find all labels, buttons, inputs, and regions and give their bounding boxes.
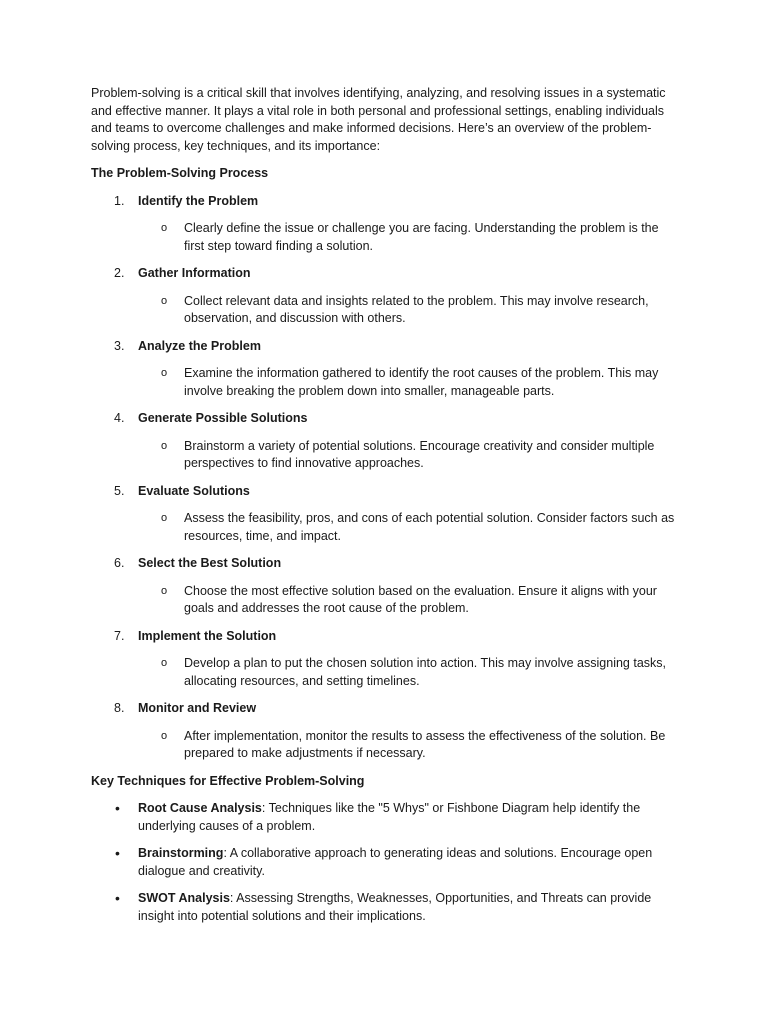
circle-bullet-icon: o: [161, 584, 168, 597]
intro-paragraph: Problem-solving is a critical skill that involves identifying, analyzing, and resolving issues in a systematic and effective manner. It plays a vital role in both personal and professional settings, enabling individuals and teams to overcome challenges and make informed decisions. Here’s an overview of the problem-solving process, key techniques, and its importance:: [91, 86, 666, 153]
technique-description: : Techniques like the "5 Whys" or Fishbone Diagram help identify the underlying causes of a problem.: [138, 801, 641, 833]
step-number: 6.: [114, 556, 125, 570]
circle-bullet-icon: o: [161, 729, 168, 742]
step-number: 7.: [114, 628, 125, 643]
process-step: [91, 410, 681, 473]
process-step: [91, 700, 681, 763]
step-number: 1.: [114, 193, 125, 208]
step-detail: Examine the information gathered to identify the root causes of the problem. This may involve breaking the problem down into smaller, manageable parts.: [184, 366, 659, 398]
process-heading: The Problem-Solving Process: [91, 166, 269, 180]
process-step: [91, 483, 681, 546]
step-number: 3.: [114, 338, 125, 353]
circle-bullet-icon: o: [161, 657, 168, 669]
step-title: Select the Best Solution: [138, 556, 282, 570]
technique-item: [91, 890, 681, 925]
circle-bullet-icon: o: [161, 294, 168, 307]
technique-description: : A collaborative approach to generating ideas and solutions. Encourage open dialogue and creativity.: [138, 846, 653, 878]
process-step: [91, 193, 681, 256]
step-detail: Clearly define the issue or challenge you are facing. Understanding the problem is the first step toward finding a solution.: [184, 221, 659, 253]
process-step: [91, 628, 681, 691]
step-number: 2.: [114, 266, 125, 280]
circle-bullet-icon: o: [161, 512, 168, 524]
bullet-icon: •: [115, 800, 120, 816]
techniques-list: [91, 800, 681, 925]
step-title: Gather Information: [138, 266, 251, 280]
circle-bullet-icon: o: [161, 367, 168, 379]
step-title: Evaluate Solutions: [138, 483, 250, 498]
bullet-icon: •: [115, 845, 120, 861]
step-title: Generate Possible Solutions: [138, 411, 308, 425]
step-detail: Collect relevant data and insights related to the problem. This may involve research, observation, and discussion with others.: [184, 293, 649, 325]
process-step: [91, 338, 681, 401]
step-number: 5.: [114, 483, 125, 498]
step-detail: Brainstorm a variety of potential solutions. Encourage creativity and consider multiple perspectives to find innovative approaches.: [184, 438, 655, 470]
process-step: [91, 555, 681, 618]
step-number: 4.: [114, 411, 125, 425]
step-detail: After implementation, monitor the results to assess the effectiveness of the solution. Be prepared to make adjustments if necessary.: [184, 728, 666, 760]
step-detail: Develop a plan to put the chosen solution into action. This may involve assigning tasks, allocating resources, and setting timelines.: [184, 656, 666, 688]
bullet-icon: •: [115, 890, 120, 906]
circle-bullet-icon: o: [161, 439, 168, 452]
techniques-heading: Key Techniques for Effective Problem-Solving: [91, 773, 365, 788]
technique-term: Brainstorming: [138, 846, 224, 860]
step-title: Analyze the Problem: [138, 338, 261, 353]
step-detail: Choose the most effective solution based on the evaluation. Ensure it aligns with your goals and addresses the root cause of the problem.: [184, 583, 657, 615]
technique-term: Root Cause Analysis: [138, 801, 262, 815]
step-detail: Assess the feasibility, pros, and cons of each potential solution. Consider factors such as resources, time, and impact.: [184, 511, 675, 543]
step-title: Identify the Problem: [138, 193, 259, 208]
process-steps-list: [91, 193, 681, 763]
process-step: [91, 265, 681, 328]
step-title: Implement the Solution: [138, 628, 277, 643]
technique-item: [91, 845, 681, 880]
circle-bullet-icon: o: [161, 222, 168, 234]
technique-term: SWOT Analysis: [138, 891, 230, 905]
step-title: Monitor and Review: [138, 701, 257, 715]
technique-description: : Assessing Strengths, Weaknesses, Opportunities, and Threats can provide insight into potential solutions and their implications.: [138, 891, 652, 923]
step-number: 8.: [114, 701, 125, 715]
technique-item: [91, 800, 681, 835]
document-page: [91, 85, 681, 935]
